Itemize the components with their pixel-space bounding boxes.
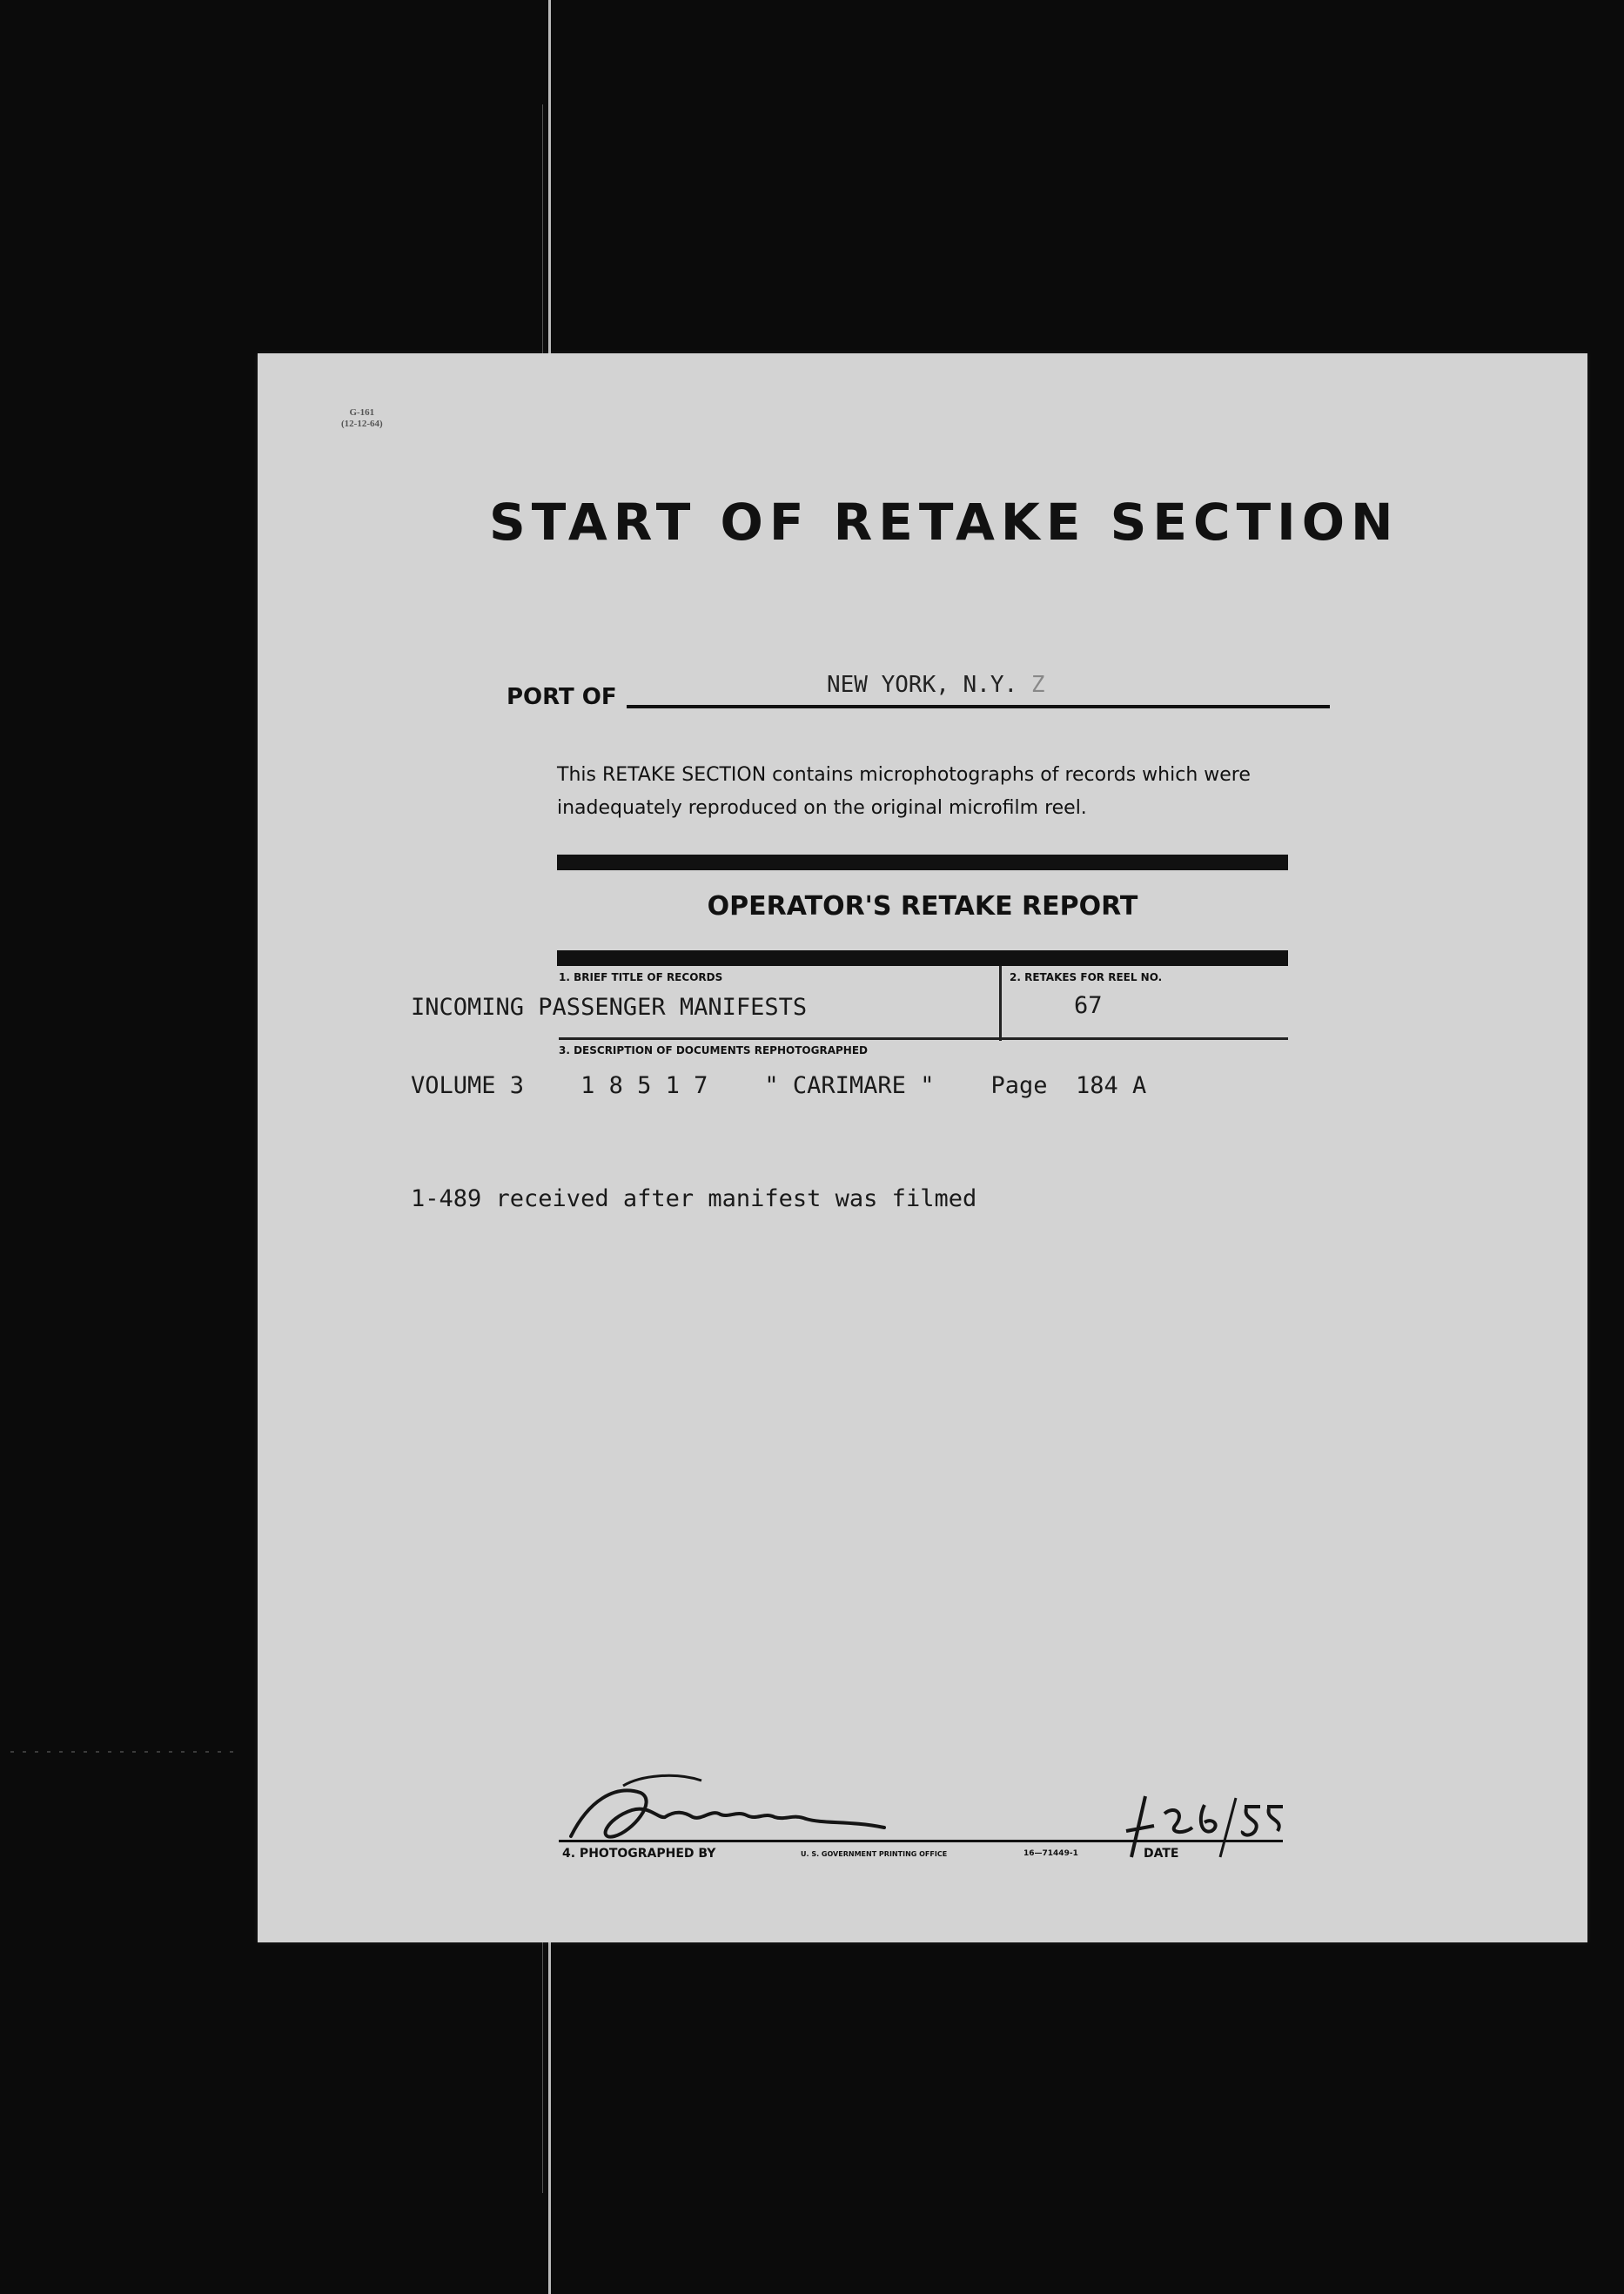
- film-edge-dots: [10, 1751, 237, 1753]
- field-3-label: 3. DESCRIPTION OF DOCUMENTS REPHOTOGRAPHED: [559, 1044, 868, 1056]
- divider-bar-top: [557, 855, 1288, 870]
- port-mark: Z: [1030, 672, 1045, 698]
- port-underline: [627, 705, 1330, 708]
- date-label: DATE: [1144, 1847, 1179, 1861]
- retake-note: 1-489 received after manifest was filmed: [411, 1185, 977, 1212]
- field-1-label: 1. BRIEF TITLE OF RECORDS: [559, 971, 723, 983]
- field-2-value: 67: [1074, 992, 1103, 1019]
- report-title: OPERATOR'S RETAKE REPORT: [707, 891, 1138, 922]
- operator-signature: [562, 1767, 893, 1845]
- retake-form-card: [258, 353, 1587, 1942]
- printer-code: 16—71449-1: [1023, 1849, 1078, 1858]
- field-1-underline: [559, 1037, 1288, 1040]
- port-value: [827, 672, 1044, 698]
- form-number: [341, 407, 383, 430]
- printer-imprint: U. S. GOVERNMENT PRINTING OFFICE: [801, 1850, 948, 1858]
- field-3-value: VOLUME 3 1 8 5 1 7 " CARIMARE " Page 184 A: [411, 1072, 1147, 1099]
- port-value-text: NEW YORK, N.Y.: [827, 672, 1018, 698]
- form-code-text: G-161: [349, 407, 375, 418]
- field-divider-vertical: [999, 966, 1002, 1041]
- field-2-label: 2. RETAKES FOR REEL NO.: [1010, 971, 1163, 983]
- field-4-label: 4. PHOTOGRAPHED BY: [562, 1847, 716, 1861]
- handwritten-date-mark: [1114, 1788, 1288, 1866]
- divider-bar-report: [557, 950, 1288, 966]
- intro-line-1: This RETAKE SECTION contains microphotographs of records which were: [557, 764, 1251, 786]
- intro-line-2: inadequately reproduced on the original microfilm reel.: [557, 797, 1087, 819]
- form-code-date: (12-12-64): [341, 419, 383, 429]
- page-title: START OF RETAKE SECTION: [489, 493, 1399, 552]
- signature-line: [559, 1840, 1283, 1842]
- port-label: PORT OF: [507, 684, 617, 710]
- field-1-value: INCOMING PASSENGER MANIFESTS: [411, 994, 808, 1021]
- intro-text: [557, 759, 1323, 825]
